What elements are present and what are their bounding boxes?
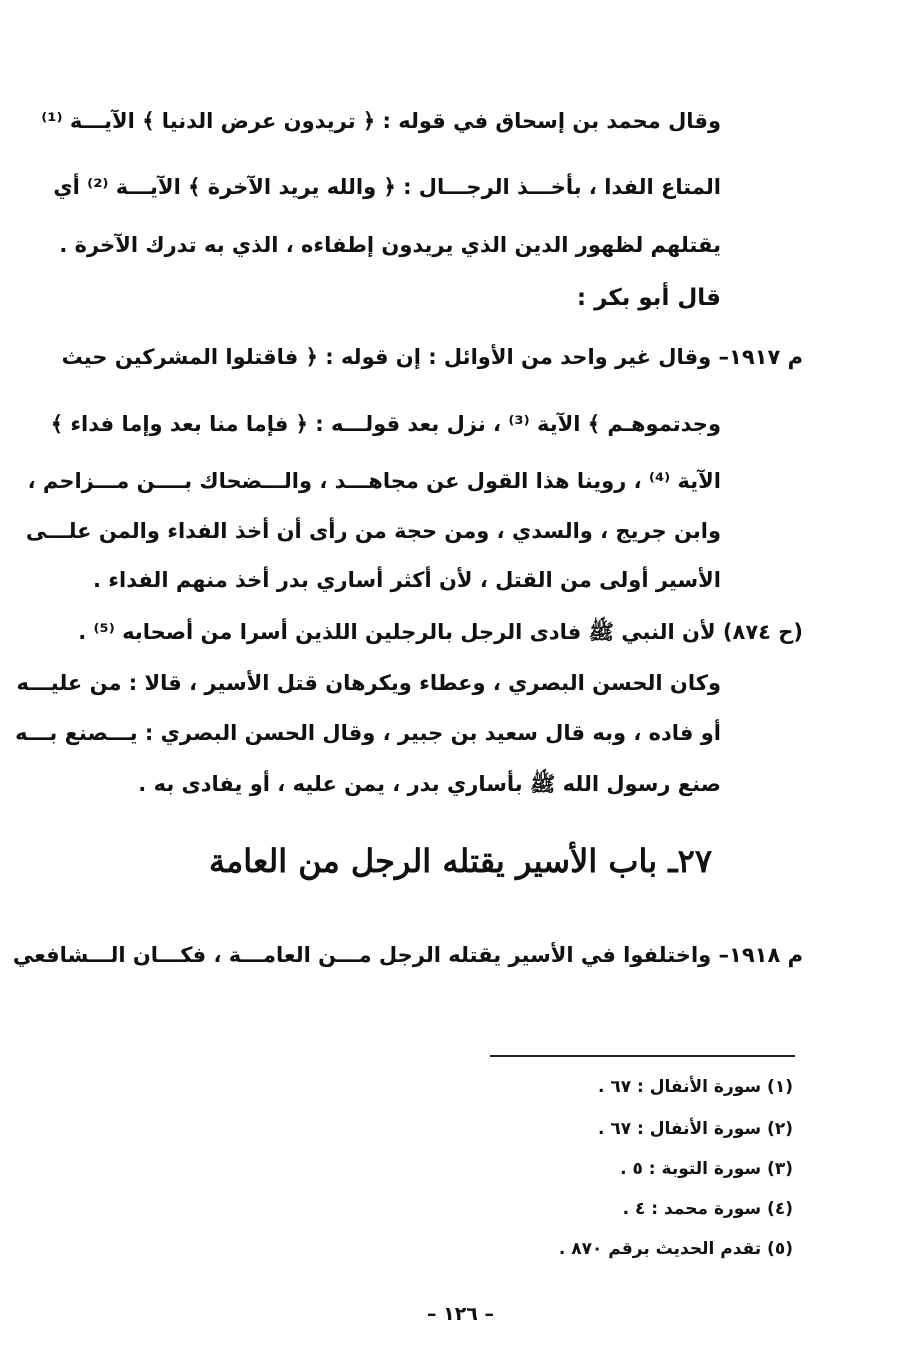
text-line-1: وقال محمد بن إسحاق في قوله : ﴿ تريدون عرض الدنيا ﴾ الآيـــة ⁽¹⁾ [41,109,721,133]
footnote-4: (٤) سورة محمد : ٤ . [622,1199,793,1219]
footnote-2: (٢) سورة الأنفال : ٦٧ . [597,1119,793,1139]
text-line-14: م ١٩١٨– واختلفوا في الأسير يقتله الرجل مـــن العامـــة ، فكـــان الـــشافعي [12,943,803,967]
text-line-3: يقتلهم لظهور الدين الذي يريدون إطفاءه ، الذي به تدرك الآخرة . [59,233,721,257]
text-line-2: المتاع الفدا ، بأخـــذ الرجـــال : ﴿ والله يريد الآخرة ﴾ الآيـــة ⁽²⁾ أي [53,175,721,199]
text-line-8: وابن جريج ، والسدي ، ومن حجة من رأى أن أخذ الفداء والمن علـــى [25,519,721,543]
footnote-separator [490,1055,795,1057]
footnote-5: (٥) تقدم الحديث برقم ٨٧٠ . [558,1239,793,1259]
page-number: – ١٢٦ – [426,1303,495,1325]
text-line-7: الآية ⁽⁴⁾ ، روينا هذا القول عن مجاهـــد ، والـــضحاك بــــن مـــزاحم ، [27,469,721,493]
text-line-5: م ١٩١٧– وقال غير واحد من الأوائل : إن قوله : ﴿ فاقتلوا المشركين حيث [61,345,803,369]
chapter-title: ٢٧ـ باب الأسير يقتله الرجل من العامة [208,842,713,880]
text-line-10: (ح ٨٧٤) لأن النبي ﷺ فادى الرجل بالرجلين اللذين أسرا من أصحابه ⁽⁵⁾ . [78,620,803,644]
text-line-12: أو فاده ، وبه قال سعيد بن جبير ، وقال الحسن البصري : يـــصنع بـــه [15,721,721,745]
text-line-6: وجدتموهـم ﴾ الآية ⁽³⁾ ، نزل بعد قولـــه : ﴿ فإما منا بعد وإما فداء ﴾ [50,412,721,436]
text-line-11: وكان الحسن البصري ، وعطاء ويكرهان قتل الأسير ، قالا : من عليـــه [16,671,721,695]
footnote-1: (١) سورة الأنفال : ٦٧ . [597,1077,793,1097]
text-line-4: قال أبو بكر : [576,285,721,311]
text-line-9: الأسير أولى من القتل ، لأن أكثر أساري بدر أخذ منهم الفداء . [92,568,721,592]
text-line-13: صنع رسول الله ﷺ بأساري بدر ، يمن عليه ، أو يفادى به . [138,772,721,796]
footnote-3: (٣) سورة التوبة : ٥ . [620,1159,793,1179]
